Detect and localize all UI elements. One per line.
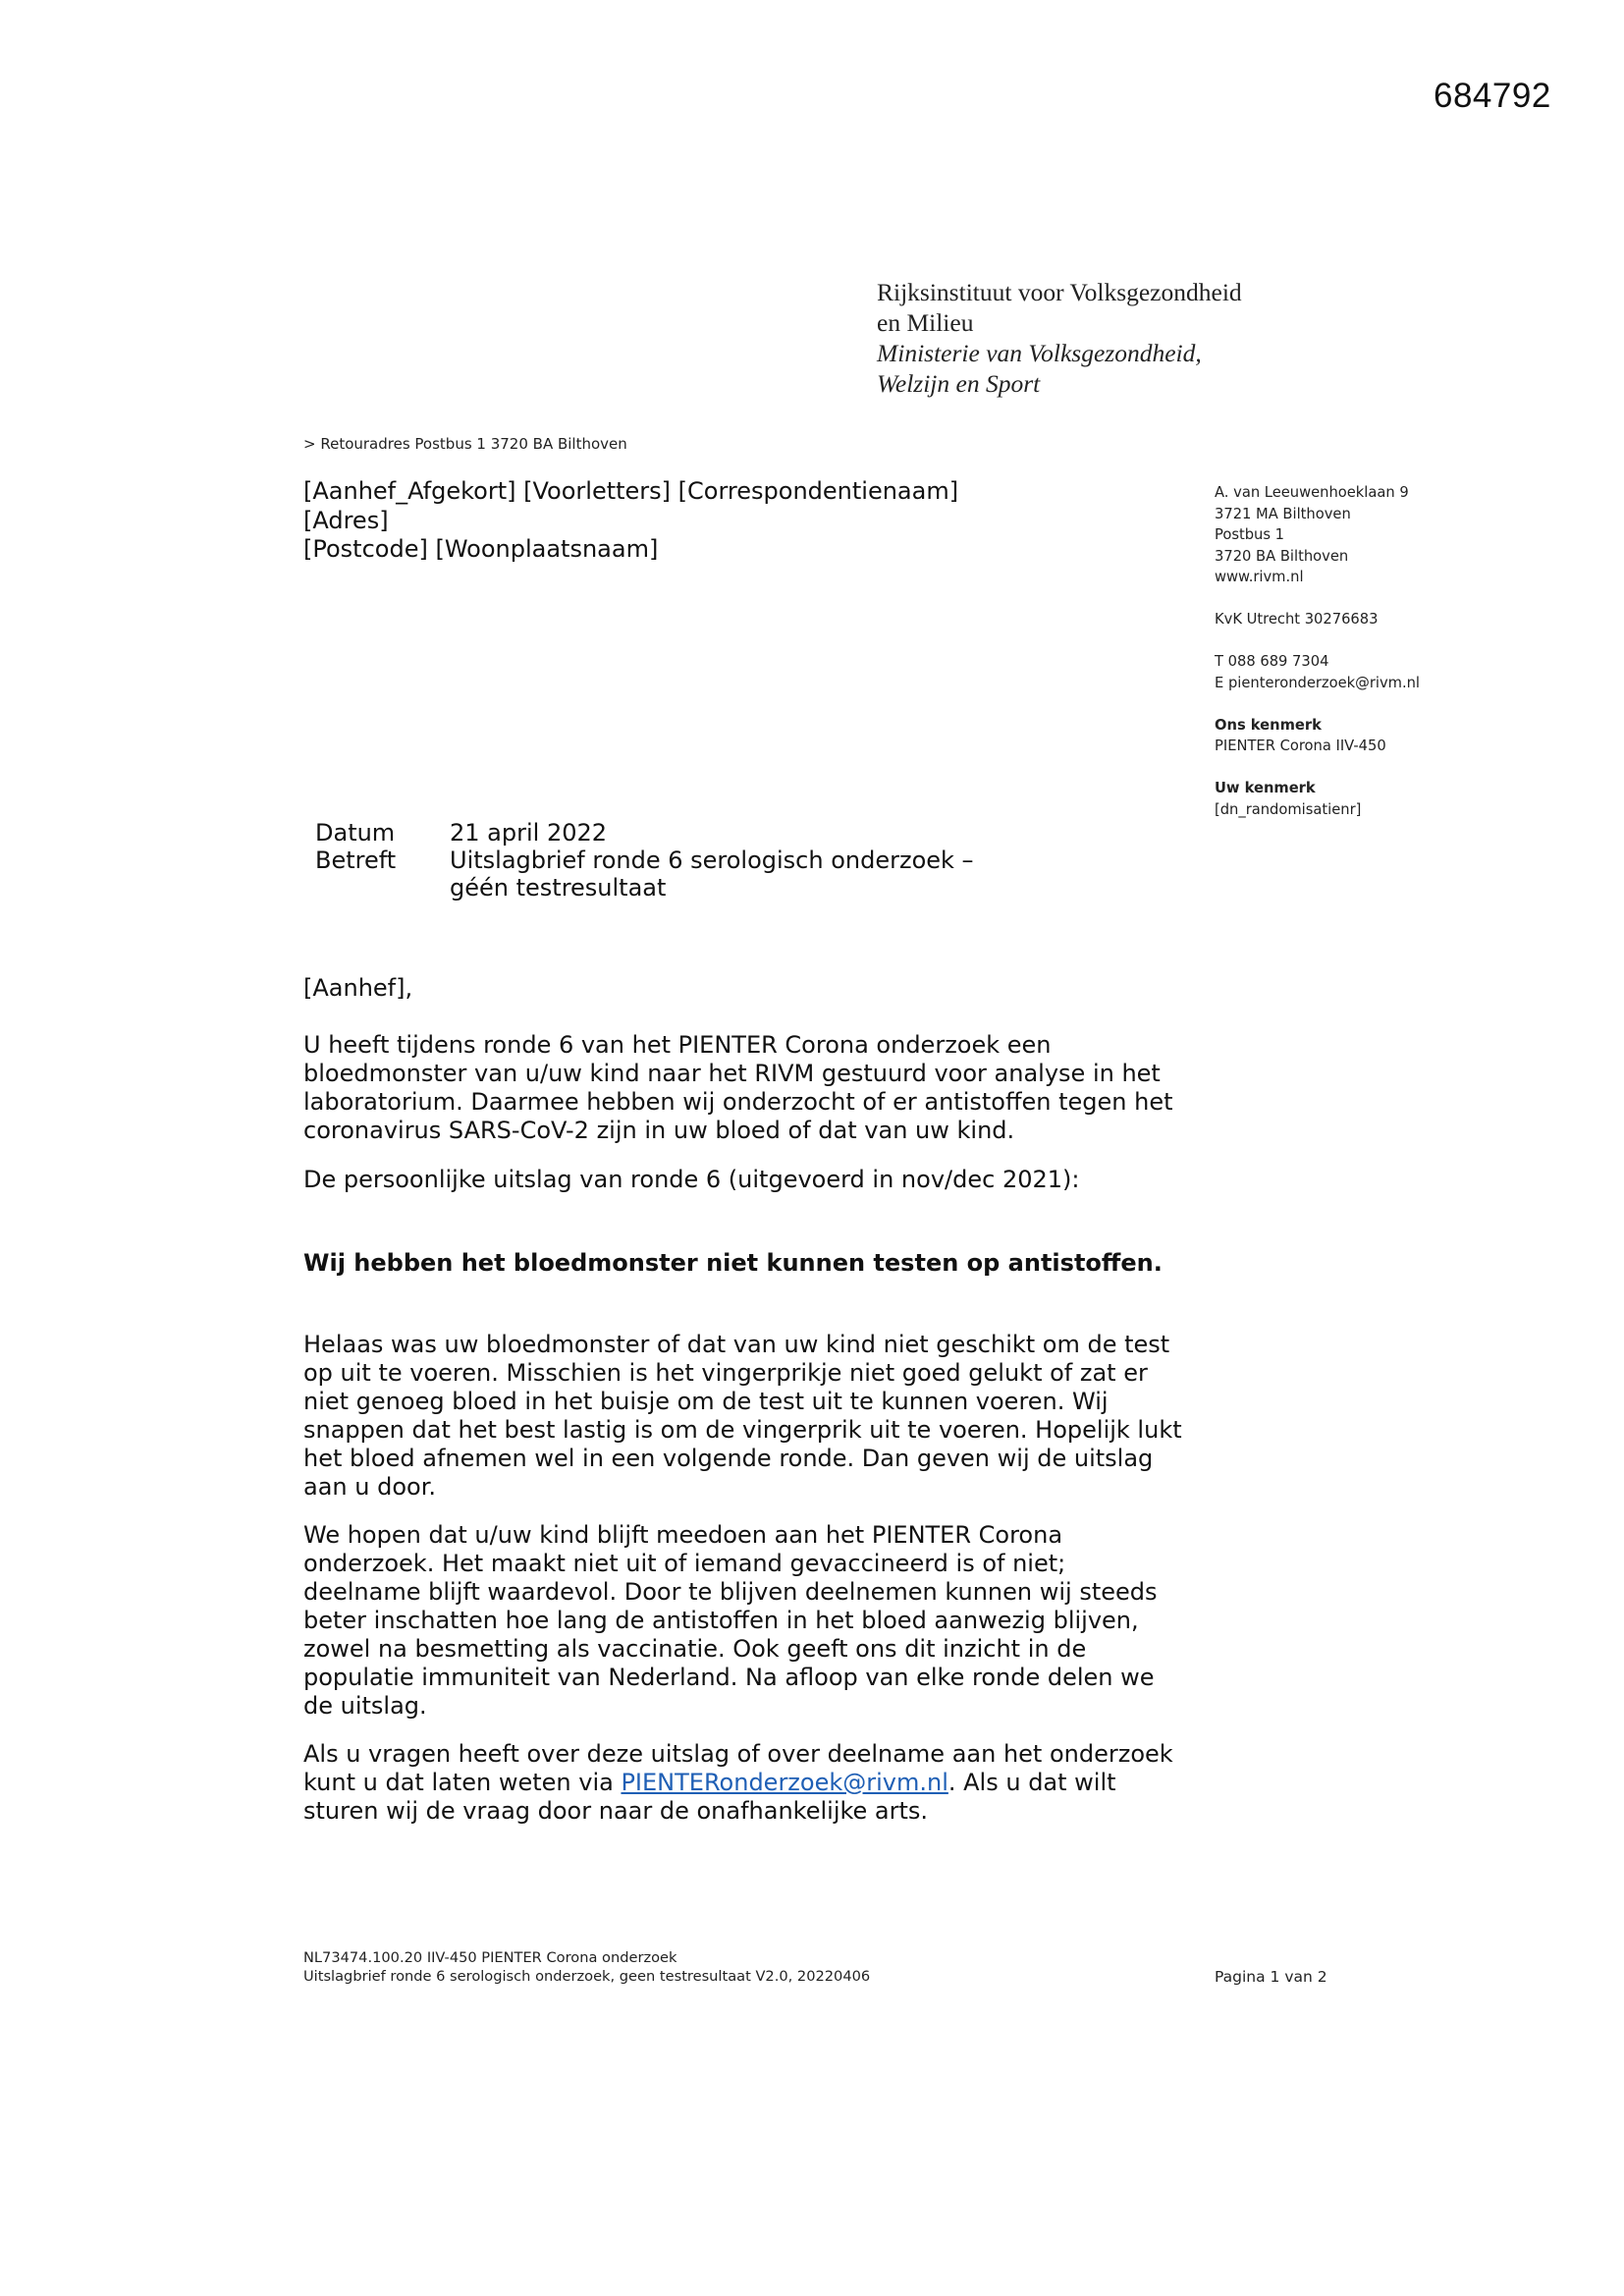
your-reference: [dn_randomisatienr] — [1215, 800, 1362, 818]
body-line: Helaas was uw bloedmonster of dat van uw kind niet geschikt om de test — [303, 1331, 1170, 1358]
body-line: de uitslag. — [303, 1692, 427, 1720]
logo-line-2: en Milieu — [877, 308, 974, 337]
sender-phone: T 088 689 7304 — [1215, 653, 1329, 670]
your-reference-label: Uw kenmerk — [1215, 780, 1316, 796]
subject-value — [450, 847, 1000, 902]
body-line — [303, 1769, 1207, 1797]
page-number: Pagina 1 van 2 — [1215, 1968, 1327, 1986]
body-line: sturen wij de vraag door naar de onafhankelijke arts. — [303, 1797, 929, 1825]
our-reference: PIENTER Corona IIV-450 — [1215, 738, 1386, 754]
logo-line-4: Welzijn en Sport — [877, 369, 1041, 398]
body-line: U heeft tijdens ronde 6 van het PIENTER Corona onderzoek een — [303, 1031, 1052, 1059]
body-line: aan u door. — [303, 1473, 436, 1501]
sender-email: E pienteronderzoek@rivm.nl — [1215, 674, 1421, 691]
body-line: niet genoeg bloed in het buisje om de test uit te kunnen voeren. Wij — [303, 1388, 1109, 1415]
logo-line-3: Ministerie van Volksgezondheid, — [877, 339, 1202, 367]
sender-city: 3721 MA Bilthoven — [1215, 505, 1351, 522]
sender-website: www.rivm.nl — [1215, 569, 1304, 585]
footer-reference — [303, 1949, 870, 1986]
logo-line-1: Rijksinstituut voor Volksgezondheid — [877, 278, 1242, 306]
body-line: deelname blijft waardevol. Door te blijven deelnemen kunnen wij steeds — [303, 1578, 1158, 1606]
body-line: snappen dat het best lastig is om de vingerprik uit te voeren. Hopelijk lukt — [303, 1416, 1182, 1444]
sender-street: A. van Leeuwenhoeklaan 9 — [1215, 484, 1409, 501]
sender-info — [1215, 482, 1420, 820]
document-number: 684792 — [1434, 77, 1551, 115]
sender-postbus: Postbus 1 — [1215, 526, 1285, 543]
our-reference-label: Ons kenmerk — [1215, 716, 1322, 734]
footer-line: NL73474.100.20 IIV-450 PIENTER Corona onderzoek — [303, 1949, 677, 1966]
rivm-logo — [877, 277, 1242, 399]
addressee-line: [Postcode] [Woonplaatsnaam] — [303, 535, 659, 563]
footer-line: Uitslagbrief ronde 6 serologisch onderzoek, geen testresultaat V2.0, 20220406 — [303, 1967, 871, 1985]
subject-line: Uitslagbrief ronde 6 serologisch onderzoek – — [450, 847, 974, 874]
letter-body — [303, 974, 1207, 1826]
email-link[interactable]: PIENTERonderzoek@rivm.nl — [621, 1769, 948, 1796]
sender-kvk: KvK Utrecht 30276683 — [1215, 611, 1379, 628]
addressee-block — [303, 477, 958, 565]
body-line: het bloed afnemen wel in een volgende ronde. Dan geven wij de uitslag — [303, 1445, 1154, 1472]
result-statement: Wij hebben het bloedmonster niet kunnen testen op antistoffen. — [303, 1249, 1163, 1277]
body-line: beter inschatten hoe lang de antistoffen in het bloed aanwezig blijven, — [303, 1607, 1139, 1634]
addressee-line: [Adres] — [303, 506, 389, 534]
body-line: laboratorium. Daarmee hebben wij onderzocht of er antistoffen tegen het — [303, 1088, 1173, 1116]
body-line: Als u vragen heeft over deze uitslag of over deelname aan het onderzoek — [303, 1740, 1173, 1768]
salutation: [Aanhef], — [303, 974, 413, 1002]
body-text: . Als u dat wilt — [947, 1769, 1116, 1796]
body-line: onderzoek. Het maakt niet uit of iemand gevaccineerd is of niet; — [303, 1550, 1066, 1577]
paragraph-intro — [303, 1031, 1207, 1145]
body-line: coronavirus SARS-CoV-2 zijn in uw bloed of dat van uw kind. — [303, 1117, 1015, 1144]
sender-postbus-city: 3720 BA Bilthoven — [1215, 547, 1349, 565]
addressee-line: [Aanhef_Afgekort] [Voorletters] [Correspondentienaam] — [303, 477, 959, 505]
body-text: kunt u dat laten weten via — [303, 1769, 622, 1796]
result-intro: De persoonlijke uitslag van ronde 6 (uitgevoerd in nov/dec 2021): — [303, 1166, 1080, 1193]
letter-meta — [315, 819, 1000, 902]
subject-label: Betreft — [315, 847, 397, 874]
body-line: We hopen dat u/uw kind blijft meedoen aan het PIENTER Corona — [303, 1521, 1063, 1549]
paragraph-continue — [303, 1521, 1207, 1721]
date-value: 21 april 2022 — [450, 819, 608, 847]
date-label: Datum — [315, 819, 396, 847]
subject-line: géén testresultaat — [450, 874, 667, 902]
body-line: bloedmonster van u/uw kind naar het RIVM gestuurd voor analyse in het — [303, 1060, 1161, 1087]
body-line: populatie immuniteit van Nederland. Na afloop van elke ronde delen we — [303, 1664, 1155, 1691]
body-line: op uit te voeren. Misschien is het vingerprikje niet goed gelukt of zat er — [303, 1359, 1148, 1387]
paragraph-explanation — [303, 1331, 1207, 1502]
return-address: > Retouradres Postbus 1 3720 BA Bilthoven — [303, 435, 627, 453]
body-line: zowel na besmetting als vaccinatie. Ook geeft ons dit inzicht in de — [303, 1635, 1087, 1663]
paragraph-questions — [303, 1740, 1207, 1826]
